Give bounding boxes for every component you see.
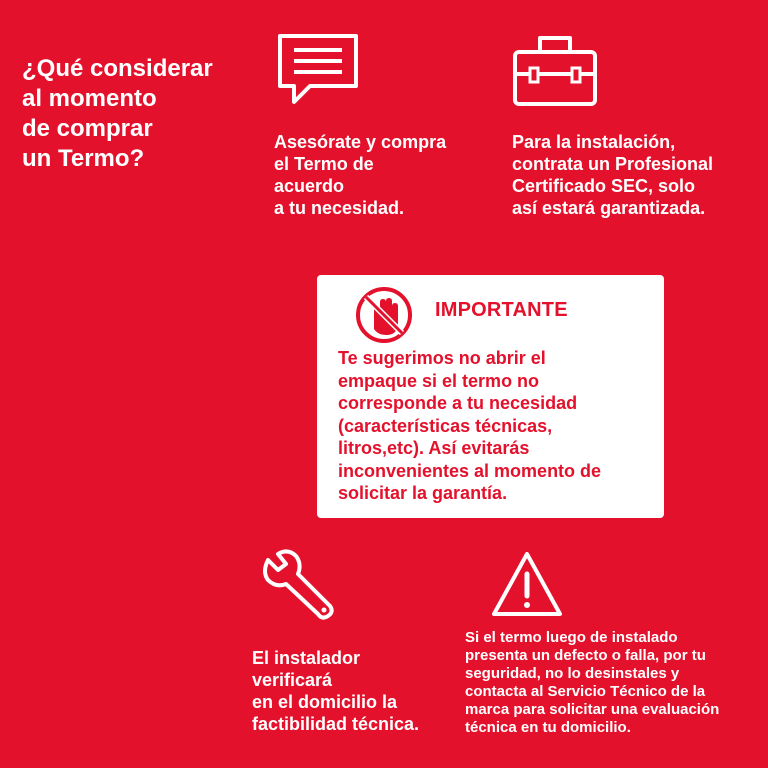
tip-line: marca para solicitar una evaluación [465, 701, 720, 718]
tip-line: así estará garantizada. [512, 198, 706, 218]
title-line: de comprar [22, 115, 153, 142]
tip-line: a tu necesidad. [274, 198, 405, 218]
tip-line: verificará [252, 670, 333, 690]
tip-line: presenta un defecto o falla, por tu [465, 647, 706, 664]
important-line: (características técnicas, [338, 415, 553, 436]
page-title [22, 54, 262, 174]
important-heading: IMPORTANTE [435, 299, 568, 321]
tip-line: factibilidad técnica. [252, 714, 420, 734]
important-line: corresponde a tu necesidad [338, 393, 578, 413]
tip-line: acuerdo [274, 176, 345, 196]
tip-line: técnica en tu domicilio. [465, 719, 631, 736]
important-line: empaque si el termo no [338, 370, 540, 391]
tip-advice [274, 131, 494, 219]
tip-line: en el domicilio la [252, 692, 398, 712]
important-line: Te sugerimos no abrir el [338, 348, 546, 368]
tip-line: Asesórate y compra [274, 132, 447, 152]
title-line: al momento [22, 85, 157, 112]
tip-line: el Termo de [274, 154, 374, 174]
toolbox-icon [512, 32, 598, 108]
tip-line: contacta al Servicio Técnico de la [465, 683, 706, 700]
wrench-icon [258, 546, 338, 626]
warning-icon [490, 550, 564, 618]
chat-message-icon [276, 32, 360, 108]
tip-line: Certificado SEC, solo [512, 176, 696, 196]
stop-hand-icon [354, 285, 414, 350]
tip-verification [252, 647, 462, 735]
tip-installation [512, 131, 762, 219]
tip-warranty [465, 629, 765, 737]
tip-line: El instalador [252, 648, 361, 668]
tip-line: Si el termo luego de instalado [465, 629, 678, 646]
title-line: ¿Qué considerar [22, 55, 213, 82]
important-line: solicitar la garantía. [338, 483, 508, 503]
tip-line: Para la instalación, [512, 132, 676, 152]
important-text [338, 347, 658, 505]
important-line: litros,etc). Así evitarás [338, 438, 530, 458]
important-line: inconvenientes al momento de [338, 460, 602, 481]
important-card [317, 275, 664, 518]
tip-line: contrata un Profesional [512, 154, 714, 174]
tip-line: seguridad, no lo desinstales y [465, 665, 680, 682]
title-line: un Termo? [22, 145, 145, 172]
